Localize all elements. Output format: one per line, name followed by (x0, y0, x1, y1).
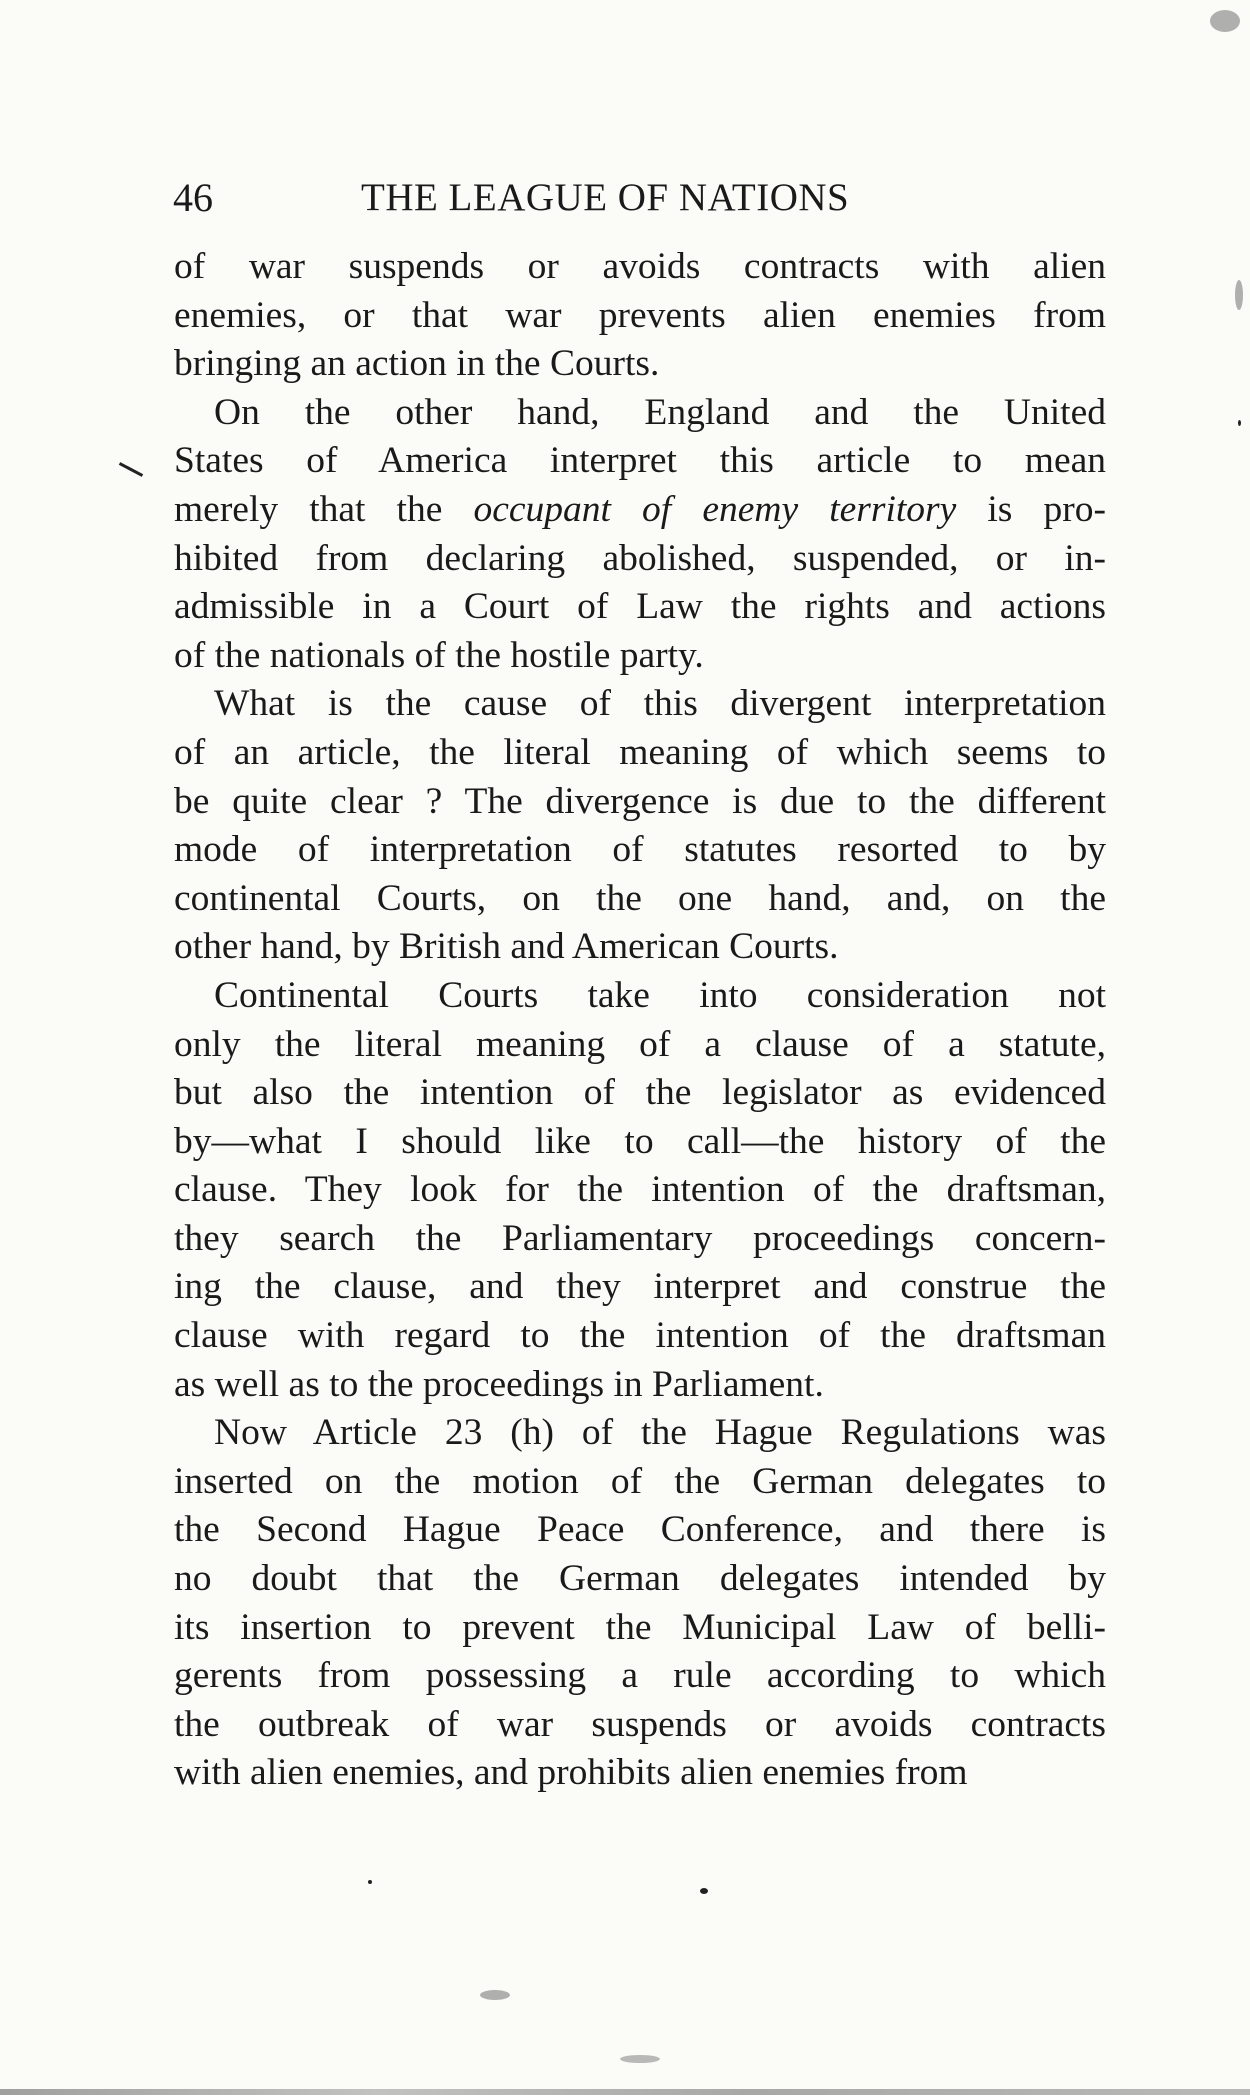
text-line: only the literal meaning of a clause of a statute, (174, 1023, 1106, 1065)
text-line: On the other hand, England and the United (214, 391, 1106, 433)
paragraph (174, 680, 1106, 972)
text-line: What is the cause of this divergent interpretation (214, 683, 1106, 725)
scan-bottom-edge (0, 2089, 1250, 2095)
text-line: admissible in a Court of Law the rights and actions (174, 586, 1106, 628)
paragraph (174, 972, 1106, 1409)
page-number: 46 (173, 175, 213, 220)
text-line: merely that the occupant of enemy territory is pro- (174, 488, 1106, 530)
italic-phrase: occupant of enemy territory (473, 488, 957, 530)
text-line: the Second Hague Peace Conference, and there is (174, 1509, 1106, 1551)
page-header (173, 170, 1105, 230)
text-line: no doubt that the German delegates intended by (174, 1558, 1106, 1600)
text-line: the outbreak of war suspends or avoids contracts (174, 1703, 1106, 1745)
text-line: its insertion to prevent the Municipal Law of belli- (174, 1606, 1106, 1648)
text-line: of an article, the literal meaning of which seems to (174, 731, 1106, 773)
text-line: but also the intention of the legislator as evidenced (174, 1072, 1106, 1114)
text-line: they search the Parliamentary proceedings concern- (174, 1217, 1106, 1259)
text-line: Continental Courts take into consideration not (214, 974, 1106, 1016)
text-line: States of America interpret this article to mean (174, 440, 1106, 482)
text-line: clause with regard to the intention of the draftsman (174, 1315, 1106, 1357)
text-line: by—what I should like to call—the history of the (174, 1120, 1106, 1162)
text-line: of war suspends or avoids contracts with alien (174, 246, 1106, 287)
text-line: hibited from declaring abolished, suspended, or in- (174, 537, 1106, 579)
text-line: gerents from possessing a rule according to which (174, 1655, 1106, 1697)
text-line: clause. They look for the intention of the draftsman, (174, 1169, 1106, 1211)
margin-pencil-mark (119, 462, 143, 477)
text-line: bringing an action in the Courts. (174, 343, 660, 385)
paragraph (174, 389, 1106, 681)
paragraph (174, 1409, 1106, 1798)
text-line: other hand, by British and American Courts. (174, 926, 839, 968)
text-line: enemies, or that war prevents alien enemies from (174, 294, 1106, 336)
text-line: as well as to the proceedings in Parliament. (174, 1363, 824, 1405)
running-title: THE LEAGUE OF NATIONS (361, 176, 850, 219)
paragraph (174, 243, 1106, 389)
text-line: continental Courts, on the one hand, and, on the (174, 877, 1106, 919)
text-line: Now Article 23 (h) of the Hague Regulations was (214, 1412, 1106, 1454)
text-line: ing the clause, and they interpret and construe the (174, 1266, 1106, 1308)
text-line: be quite clear ? The divergence is due to the different (174, 780, 1106, 822)
text-line: inserted on the motion of the German delegates to (174, 1460, 1106, 1502)
text-line: of the nationals of the hostile party. (174, 634, 704, 676)
text-line: mode of interpretation of statutes resorted to by (174, 829, 1106, 871)
text-line: with alien enemies, and prohibits alien enemies from (174, 1752, 968, 1794)
body-text (174, 243, 1106, 1798)
